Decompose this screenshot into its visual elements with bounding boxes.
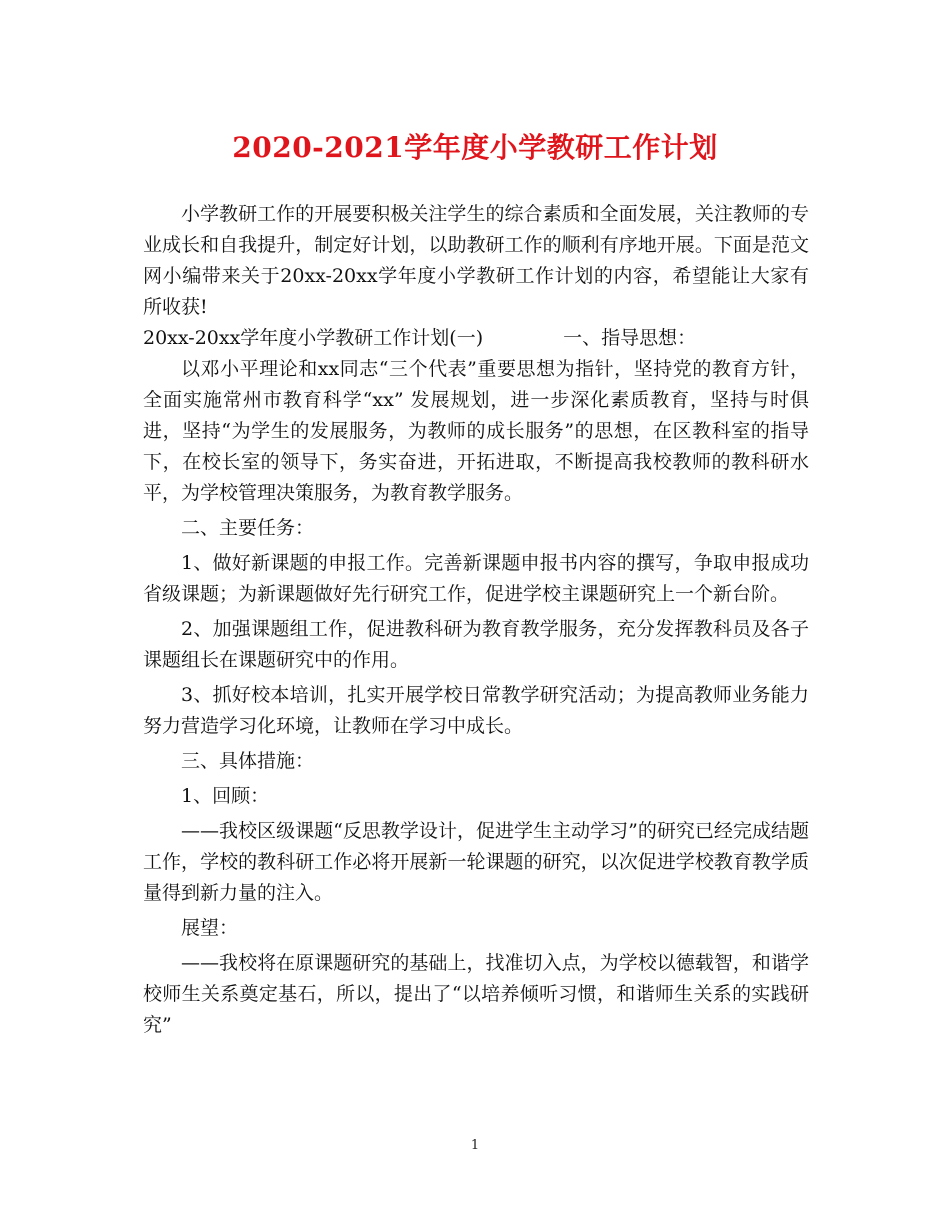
review-paragraph: ——我校区级课题“反思教学设计，促进学生主动学习”的研究已经完成结题工作，学校的教科研工作必将开展新一轮课题的研究，以次促进学校教育教学质量得到新力量的注入。 — [143, 820, 809, 904]
main-tasks-heading: 二、主要任务： — [181, 517, 315, 539]
guiding-ideology-paragraph: 以邓小平理论和xx同志“三个代表”重要思想为指针，坚持党的教育方针，全面实施常州市教育科学“xx” 发展规划，进一步深化素质教育，坚持与时俱进，坚持“为学生的发展服务，为教师的成长服务”的思想，在区教科室的指导下，在校长室的领导下，务实奋进，开拓进取，不断提高我校教师的教科研水平，为学校管理决策服务，为教育教学服务。 — [143, 358, 809, 504]
intro-paragraph: 小学教研工作的开展要积极关注学生的综合素质和全面发展，关注教师的专业成长和自我提升，制定好计划，以助教研工作的顺利有序地开展。下面是范文网小编带来关于20xx-20xx学年度小学教研工作计划的内容，希望能让大家有所收获! — [143, 203, 809, 318]
section-heading-line — [143, 323, 809, 354]
measures-heading: 三、具体措施： — [181, 750, 315, 772]
page-number: 1 — [470, 1138, 480, 1153]
outlook-heading: 展望： — [181, 917, 239, 939]
document-body — [143, 199, 809, 1045]
task-2-paragraph: 2、加强课题组工作，促进教科研为教育教学服务，充分发挥教科员及各子课题组长在课题研究中的作用。 — [143, 618, 809, 671]
plan-subtitle: 20xx-20xx学年度小学教研工作计划(一) — [143, 327, 484, 349]
task-1-paragraph: 1、做好新课题的申报工作。完善新课题申报书内容的撰写，争取申报成功省级课题；为新课题做好先行研究工作，促进学校主课题研究上一个新台阶。 — [143, 552, 809, 605]
document-title: 2020-2021学年度小学教研工作计划 — [232, 131, 718, 164]
outlook-paragraph: ——我校将在原课题研究的基础上，找准切入点，为学校以德载智，和谐学校师生关系奠定基石，所以，提出了“以培养倾听习惯，和谐师生关系的实践研究” — [143, 952, 809, 1036]
review-heading: 1、回顾： — [181, 785, 270, 807]
task-3-paragraph: 3、抓好校本培训，扎实开展学校日常教学研究活动；为提高教师业务能力努力营造学习化环境，让教师在学习中成长。 — [143, 684, 809, 737]
guiding-ideology-heading: 一、指导思想： — [563, 327, 697, 349]
